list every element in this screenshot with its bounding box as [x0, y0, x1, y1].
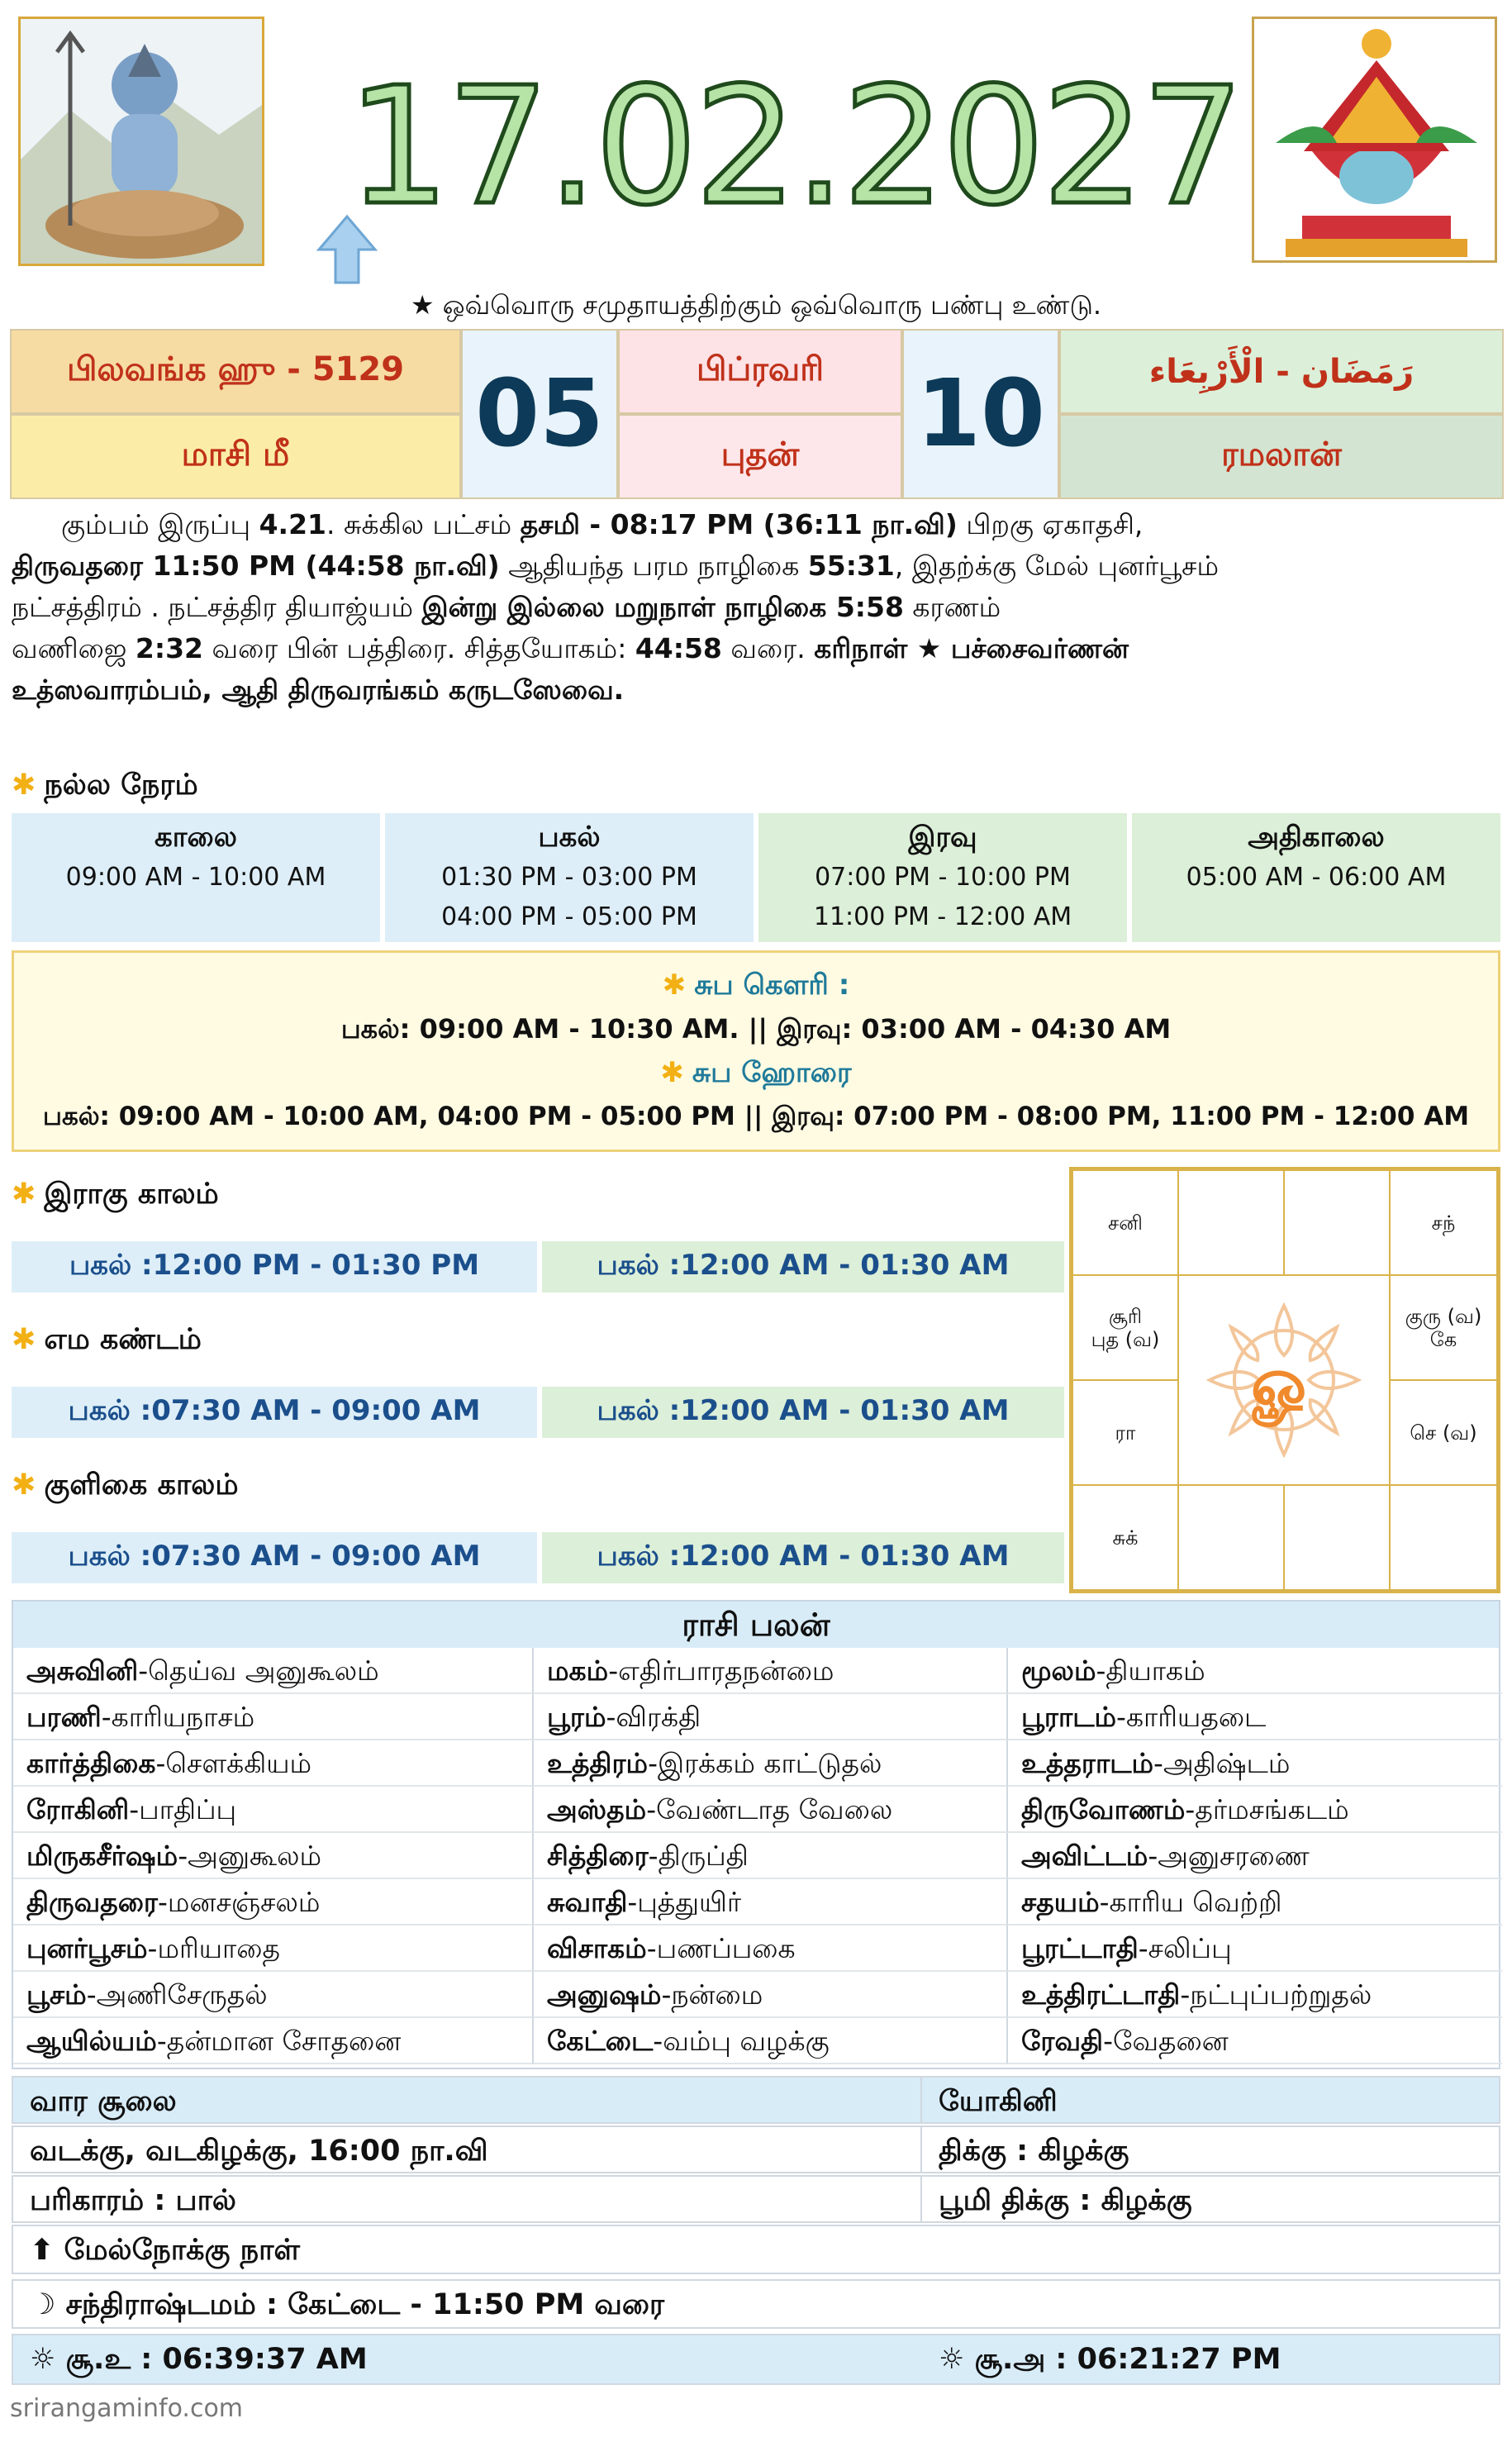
vara-soolai-heading: வார சூலை: [13, 2078, 922, 2122]
rasi-palan-row: [13, 2018, 1499, 2064]
bottom-row-parikaram: [12, 2175, 1500, 2223]
rasi-palan-cell: [1008, 1879, 1502, 1926]
star-prediction: -எதிர்பாரதநன்மை: [608, 1654, 834, 1687]
rasi-palan-cell: [13, 2018, 534, 2064]
rasi-palan-cell: [13, 1972, 534, 2018]
star-prediction: -காரிய வெற்றி: [1099, 1886, 1282, 1918]
star-name: அசுவினி: [26, 1654, 139, 1687]
star-name: பூசம்: [26, 1978, 87, 2011]
weekday: புதன்: [618, 414, 902, 499]
kuligai-kalam-title: ✱ குளிகை காலம்: [12, 1469, 239, 1502]
star-prediction: -புத்துயிர்: [627, 1886, 742, 1918]
star-name: கார்த்திகை: [26, 1747, 156, 1779]
star-prediction: -அதிஷ்டம்: [1153, 1747, 1291, 1779]
rasi-palan-cell: [13, 1648, 534, 1694]
tamil-day-number: 05: [475, 360, 604, 468]
star-prediction: -காரியதடை: [1116, 1701, 1267, 1733]
star-name: திருவதரை: [26, 1886, 158, 1918]
yogini-heading: யோகினி: [939, 2085, 1058, 2118]
panchangam-line-3: நட்சத்திரம் . நட்சத்திர தியாஜ்யம் இன்று இல்லை மறுநாள் நாழிகை 5:58 கரணம்: [12, 591, 1001, 623]
rasi-palan-cell: [534, 1648, 1008, 1694]
flower-icon: ✱: [12, 1469, 36, 1502]
horai-times: பகல்: 09:00 AM - 10:00 AM, 04:00 PM - 05:00 PM || இரவு: 07:00 PM - 08:00 PM, 11:00 PM - 12:00 AM: [42, 1102, 1470, 1131]
star-prediction: -அனுசரணை: [1148, 1840, 1310, 1872]
rasi-cell-mesham: [1177, 1169, 1285, 1276]
rahu-kalam-night: பகல் :12:00 AM - 01:30 AM: [542, 1241, 1064, 1292]
rasi-cell-viruchigam: [1177, 1484, 1285, 1591]
rasi-palan-row: [13, 1926, 1499, 1972]
nalla-neram-night: இரவு 07:00 PM - 10:00 PM 11:00 PM - 12:00 AM: [758, 813, 1127, 942]
panchangam-line-2: திருவதரை 11:50 PM (44:58 நா.வி) ஆதியந்த பரம நாழிகை 55:31, இதற்க்கு மேல் புனர்பூசம்: [12, 550, 1220, 582]
hijri-day-box: [902, 329, 1059, 499]
hijri-day-number: 10: [916, 360, 1045, 468]
star-prediction: -அனுகூலம்: [178, 1840, 322, 1872]
rasi-palan-cell: [13, 1833, 534, 1879]
english-month: பிப்ரவரி: [618, 329, 902, 414]
rasi-cell-thulam: [1283, 1484, 1391, 1591]
top-info-grid: [10, 329, 1504, 499]
rasi-palan-cell: [1008, 1926, 1502, 1972]
rasi-palan-cell: [13, 1926, 534, 1972]
rasi-cell-simmam: செ (வ): [1389, 1379, 1498, 1486]
rasi-palan-cell: [1008, 2018, 1502, 2064]
star-prediction: -சலிப்பு: [1138, 1932, 1232, 1964]
chandrashtamam: ☽ சந்திராஷ்டமம் : கேட்டை - 11:50 PM வரை: [30, 2288, 665, 2321]
tamil-month: மாசி மீ: [10, 414, 461, 499]
horai-title: ✱ சுப ஹோரை: [660, 1056, 852, 1089]
star-prediction: -பாதிப்பு: [129, 1793, 237, 1826]
kalasam-image: [1252, 17, 1497, 263]
star-name: ஆயில்யம்: [26, 2025, 157, 2057]
star-name: மூலம்: [1021, 1654, 1096, 1687]
star-prediction: -திருப்தி: [648, 1840, 749, 1872]
star-name: மகம்: [547, 1654, 609, 1687]
sunset: ☼ சூ.அ : 06:21:27 PM: [939, 2343, 1281, 2376]
flower-icon: ✱: [660, 1056, 684, 1089]
panchangam-line-4: வணிஜை 2:32 வரை பின் பத்திரை. சித்தயோகம்: 44:58 வரை. கரிநாள் ★ பச்சைவர்ணன்: [12, 632, 1129, 664]
bottom-info: [12, 2076, 1500, 2385]
tamil-year: பிலவங்க ஹு - 5129: [10, 329, 461, 414]
star-prediction: -விரக்தி: [606, 1701, 701, 1733]
star-prediction: -தெய்வ அனுகூலம்: [138, 1654, 379, 1687]
rasi-palan-table: [12, 1600, 1500, 2069]
star-prediction: -மரியாதை: [147, 1932, 281, 1964]
vara-soolai-value: வடக்கு, வடகிழக்கு, 16:00 நா.வி: [13, 2127, 922, 2172]
rahu-kalam-day: பகல் :12:00 PM - 01:30 PM: [12, 1241, 537, 1292]
star-name: ரோகினி: [26, 1793, 130, 1826]
arabic-date: رَمَضَان - الْأَرْبِعَاء: [1059, 329, 1504, 414]
rasi-cell-rishabam: [1283, 1169, 1391, 1276]
gowri-times: பகல்: 09:00 AM - 10:30 AM. || இரவு: 03:00 AM - 04:30 AM: [340, 1013, 1172, 1045]
rasi-palan-row: [13, 1833, 1499, 1879]
yogini-dikku: திக்கு : கிழக்கு: [939, 2135, 1129, 2168]
star-prediction: -வம்பு வழக்கு: [653, 2025, 830, 2057]
sunrise: ☼ சூ.உ : 06:39:37 AM: [30, 2343, 368, 2376]
rasi-palan-row: [13, 1648, 1499, 1694]
gowri-title: ✱ சுப கௌரி :: [662, 969, 850, 1002]
star-prediction: -இரக்கம் காட்டுதல்: [648, 1747, 882, 1779]
rasi-palan-row: [13, 1787, 1499, 1833]
panchangam-line-1: கும்பம் இருப்பு 4.21. சுக்கில பட்சம் தசமி - 08:17 PM (36:11 நா.வி) பிறகு ஏகாதசி,: [61, 508, 1144, 540]
star-name: உத்தராடம்: [1021, 1747, 1154, 1779]
svg-text:ௐ: ௐ: [1251, 1344, 1317, 1421]
up-arrow-icon: [314, 213, 380, 284]
rasi-cell-makaram: ரா: [1072, 1379, 1179, 1486]
parikaram: பரிகாரம் : பால்: [13, 2177, 922, 2221]
rasi-cell-meenam: சனி: [1072, 1169, 1179, 1276]
rasi-cell-kadagam: குரு (வ) கே: [1389, 1274, 1498, 1381]
star-name: புனர்பூசம்: [26, 1932, 148, 1964]
star-name: சித்திரை: [547, 1840, 649, 1872]
rasi-palan-cell: [1008, 1648, 1502, 1694]
rasi-palan-cell: [534, 1879, 1008, 1926]
rasi-chart: [1069, 1167, 1500, 1593]
rasi-palan-cell: [1008, 1694, 1502, 1740]
star-prediction: -வேண்டாத வேலை: [646, 1793, 893, 1826]
rasi-cell-kanni: [1389, 1484, 1498, 1591]
nalla-neram-morning: காலை 09:00 AM - 10:00 AM: [12, 813, 380, 942]
star-name: பரணி: [26, 1701, 102, 1733]
nalla-neram-grid: [12, 813, 1500, 942]
calendar-date: 17.02.2027: [347, 53, 1242, 241]
rasi-palan-cell: [13, 1879, 534, 1926]
yama-kandam-title: ✱ எம கண்டம்: [12, 1323, 202, 1356]
panchangam-line-5: உத்ஸவாரம்பம், ஆதி திருவரங்கம் கருடஸேவை.: [12, 674, 625, 706]
rasi-palan-cell: [13, 1787, 534, 1833]
star-name: திருவோணம்: [1021, 1793, 1186, 1826]
star-prediction: -அணிசேருதல்: [86, 1978, 268, 2011]
daily-proverb: ★ ஒவ்வொரு சமுதாயத்திற்கும் ஒவ்வொரு பண்பு உண்டு.: [410, 289, 1102, 321]
flower-icon: ✱: [12, 1178, 36, 1211]
star-prediction: -காரியநாசம்: [101, 1701, 255, 1733]
star-name: கேட்டை: [547, 2025, 654, 2057]
star-name: பூராடம்: [1021, 1701, 1117, 1733]
star-name: அனுஷம்: [547, 1978, 662, 2011]
hijri-month: ரமலான்: [1059, 414, 1504, 499]
rahu-kalam-title: ✱ இராகு காலம்: [12, 1178, 219, 1211]
star-prediction: -மனசஞ்சலம்: [157, 1886, 321, 1918]
kuligai-kalam-night: பகல் :12:00 AM - 01:30 AM: [542, 1532, 1064, 1583]
bottom-row-soolai: [12, 2125, 1500, 2173]
star-name: விசாகம்: [547, 1932, 647, 1964]
rasi-palan-cell: [13, 1694, 534, 1740]
star-name: சதயம்: [1021, 1886, 1100, 1918]
rasi-cell-dhanusu: சுக்: [1072, 1484, 1179, 1591]
om-lotus-icon: [1193, 1289, 1375, 1471]
bottom-row-chandrashtamam: [12, 2279, 1500, 2329]
nalla-neram-day: பகல் 01:30 PM - 03:00 PM 04:00 PM - 05:00 PM: [385, 813, 754, 942]
rasi-palan-title: ராசி பலன்: [13, 1602, 1499, 1648]
rasi-palan-row: [13, 1879, 1499, 1926]
star-name: பூரட்டாதி: [1021, 1932, 1139, 1964]
star-prediction: -வேதனை: [1103, 2025, 1229, 2057]
shiva-image: [18, 17, 264, 266]
rasi-palan-cell: [534, 1833, 1008, 1879]
yama-kandam-day: பகல் :07:30 AM - 09:00 AM: [12, 1387, 537, 1438]
bhumi-dikku: பூமி திக்கு : கிழக்கு: [939, 2184, 1192, 2217]
rasi-cell-kumbam: சூரி புத (வ): [1072, 1274, 1179, 1381]
rasi-palan-cell: [534, 1694, 1008, 1740]
rasi-cell-mithunam: சந்: [1389, 1169, 1498, 1276]
nalla-neram-early-morning: அதிகாலை 05:00 AM - 06:00 AM: [1132, 813, 1500, 942]
yama-kandam-night: பகல் :12:00 AM - 01:30 AM: [542, 1387, 1064, 1438]
bottom-row-nokku: [12, 2225, 1500, 2274]
flower-icon: ✱: [12, 1323, 36, 1356]
nalla-neram-title: ✱ நல்ல நேரம்: [12, 769, 198, 802]
flower-icon: ✱: [12, 769, 36, 802]
star-prediction: -தன்மான சோதனை: [156, 2025, 402, 2057]
footer-site: srirangaminfo.com: [10, 2394, 244, 2423]
tamil-day-box: [461, 329, 618, 499]
star-prediction: -தர்மசங்கடம்: [1185, 1793, 1349, 1826]
star-prediction: -நன்மை: [661, 1978, 763, 2011]
star-name: பூரம்: [547, 1701, 606, 1733]
gowri-horai-box: [12, 950, 1500, 1152]
rasi-palan-cell: [13, 1740, 534, 1787]
star-prediction: -தியாகம்: [1096, 1654, 1205, 1687]
star-name: மிருகசீர்ஷம்: [26, 1840, 178, 1872]
rasi-palan-cell: [1008, 1740, 1502, 1787]
star-prediction: -பணப்பகை: [646, 1932, 796, 1964]
star-name: உத்திரம்: [547, 1747, 649, 1779]
rasi-palan-cell: [534, 1926, 1008, 1972]
kuligai-kalam-day: பகல் :07:30 AM - 09:00 AM: [12, 1532, 537, 1583]
star-name: உத்திரட்டாதி: [1021, 1978, 1181, 2011]
flower-icon: ✱: [662, 969, 687, 1002]
rasi-palan-cell: [1008, 1972, 1502, 2018]
star-name: ரேவதி: [1021, 2025, 1104, 2057]
nokku-naal: ⬆ மேல்நோக்கு நாள்: [30, 2234, 300, 2267]
star-name: சுவாதி: [547, 1886, 628, 1918]
panchangam-details: [12, 504, 1500, 711]
rasi-palan-row: [13, 1740, 1499, 1787]
bottom-header-row: [12, 2076, 1500, 2124]
rasi-palan-cell: [1008, 1833, 1502, 1879]
star-name: அவிட்டம்: [1021, 1840, 1148, 1872]
rasi-palan-cell: [534, 1787, 1008, 1833]
rasi-palan-cell: [534, 1972, 1008, 2018]
rasi-palan-row: [13, 1972, 1499, 2018]
rasi-palan-cell: [534, 1740, 1008, 1787]
star-prediction: -நட்புப்பற்றுதல்: [1180, 1978, 1372, 2011]
header: [0, 0, 1512, 321]
star-prediction: -சௌக்கியம்: [155, 1747, 312, 1779]
rasi-center: [1177, 1274, 1391, 1486]
rasi-palan-cell: [534, 2018, 1008, 2064]
rasi-palan-cell: [1008, 1787, 1502, 1833]
bottom-row-sun: [12, 2334, 1500, 2385]
rasi-palan-row: [13, 1694, 1499, 1740]
star-name: அஸ்தம்: [547, 1793, 647, 1826]
